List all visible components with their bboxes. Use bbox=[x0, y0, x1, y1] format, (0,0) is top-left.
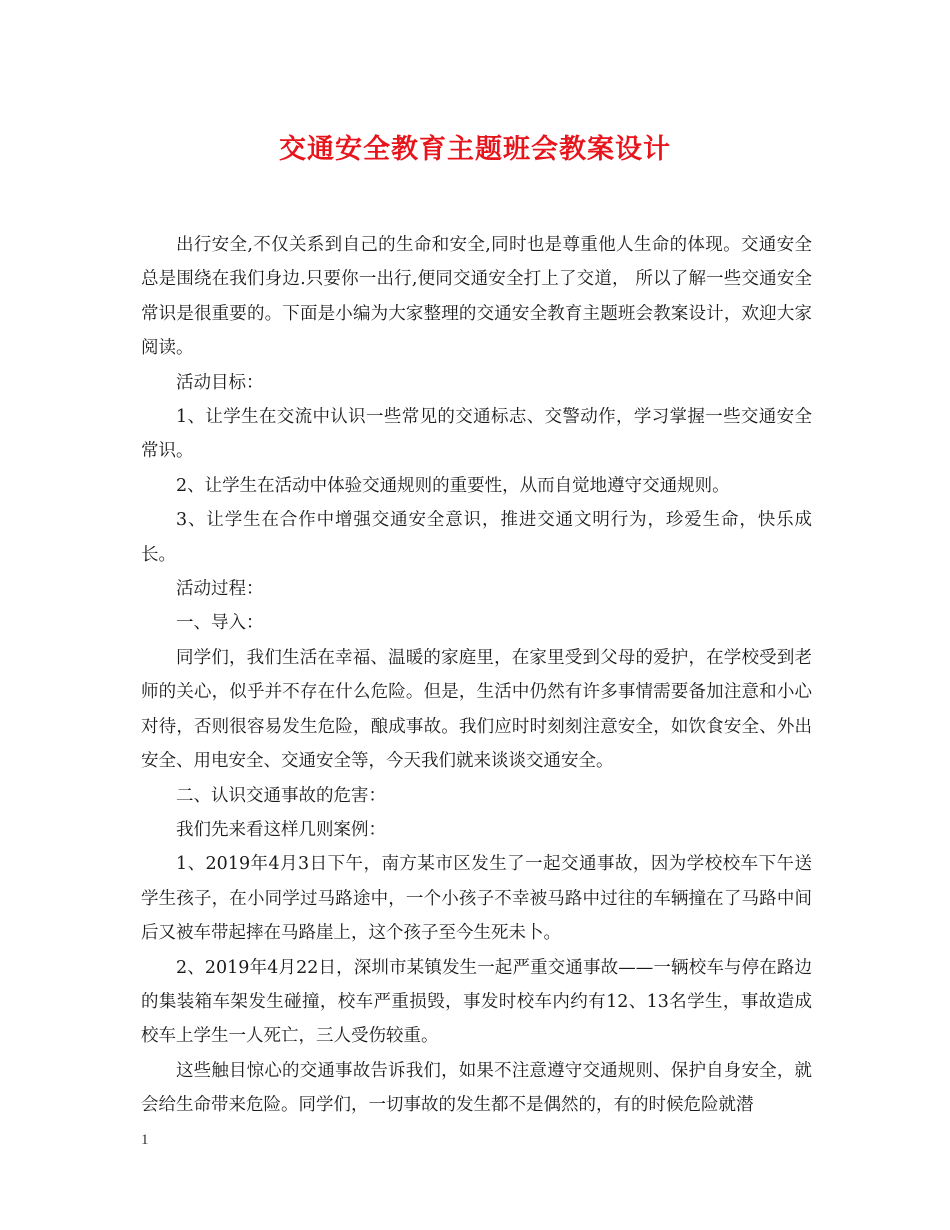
case-item-1: 1、2019年4月3日下午，南方某市区发生了一起交通事故，因为学校校车下午送学生孩子，在小同学过马路途中，一个小孩子不幸被马路中过往的车辆撞在了马路中间后又被车带起摔在马路崖上，这个孩子至今生死未卜。 bbox=[141, 854, 812, 944]
subheading-introduction: 一、导入： bbox=[176, 613, 264, 634]
document-title: 交通安全教育主题班会教案设计 bbox=[279, 134, 671, 165]
section-heading-process: 活动过程： bbox=[176, 579, 264, 600]
case-item-2: 2、2019年4月22日，深圳市某镇发生一起严重交通事故——一辆校车与停在路边的集装箱车架发生碰撞，校车严重损毁，事发时校车内约有12、13名学生，事故造成校车上学生一人死亡，三人受伤较重。 bbox=[141, 957, 812, 1047]
document-body bbox=[141, 228, 812, 1123]
intro-paragraph: 出行安全,不仅关系到自己的生命和安全,同时也是尊重他人生命的体现。交通安全总是围绕在我们身边.只要你一出行,便同交通安全打上了交道， 所以了解一些交通安全常识是很重要的。下面是小编为大家整理的交通安全教育主题班会教案设计，欢迎大家阅读。 bbox=[141, 235, 812, 359]
introduction-paragraph: 同学们，我们生活在幸福、温暖的家庭里，在家里受到父母的爱护，在学校受到老师的关心，似乎并不存在什么危险。但是，生活中仍然有许多事情需要备加注意和小心对待，否则很容易发生危险，酿成事故。我们应时时刻刻注意安全，如饮食安全、外出安全、用电安全、交通安全等，今天我们就来谈谈交通安全。 bbox=[141, 647, 812, 772]
section-heading-goals: 活动目标： bbox=[176, 372, 264, 393]
goal-item-1: 1、让学生在交流中认识一些常见的交通标志、交警动作，学习掌握一些交通安全常识。 bbox=[141, 407, 812, 462]
goal-item-3: 3、让学生在合作中增强交通安全意识，推进交通文明行为，珍爱生命，快乐成长。 bbox=[141, 510, 812, 565]
conclusion-paragraph: 这些触目惊心的交通事故告诉我们，如果不注意遵守交通规则、保护自身安全，就会给生命带来危险。同学们，一切事故的发生都不是偶然的，有的时候危险就潜 bbox=[141, 1060, 812, 1116]
goal-item-2: 2、让学生在活动中体验交通规则的重要性，从而自觉地遵守交通规则。 bbox=[176, 475, 730, 496]
cases-lead-paragraph: 我们先来看这样几则案例： bbox=[176, 819, 386, 840]
subheading-hazards: 二、认识交通事故的危害： bbox=[176, 785, 386, 806]
page-number: 1 bbox=[141, 1132, 149, 1148]
